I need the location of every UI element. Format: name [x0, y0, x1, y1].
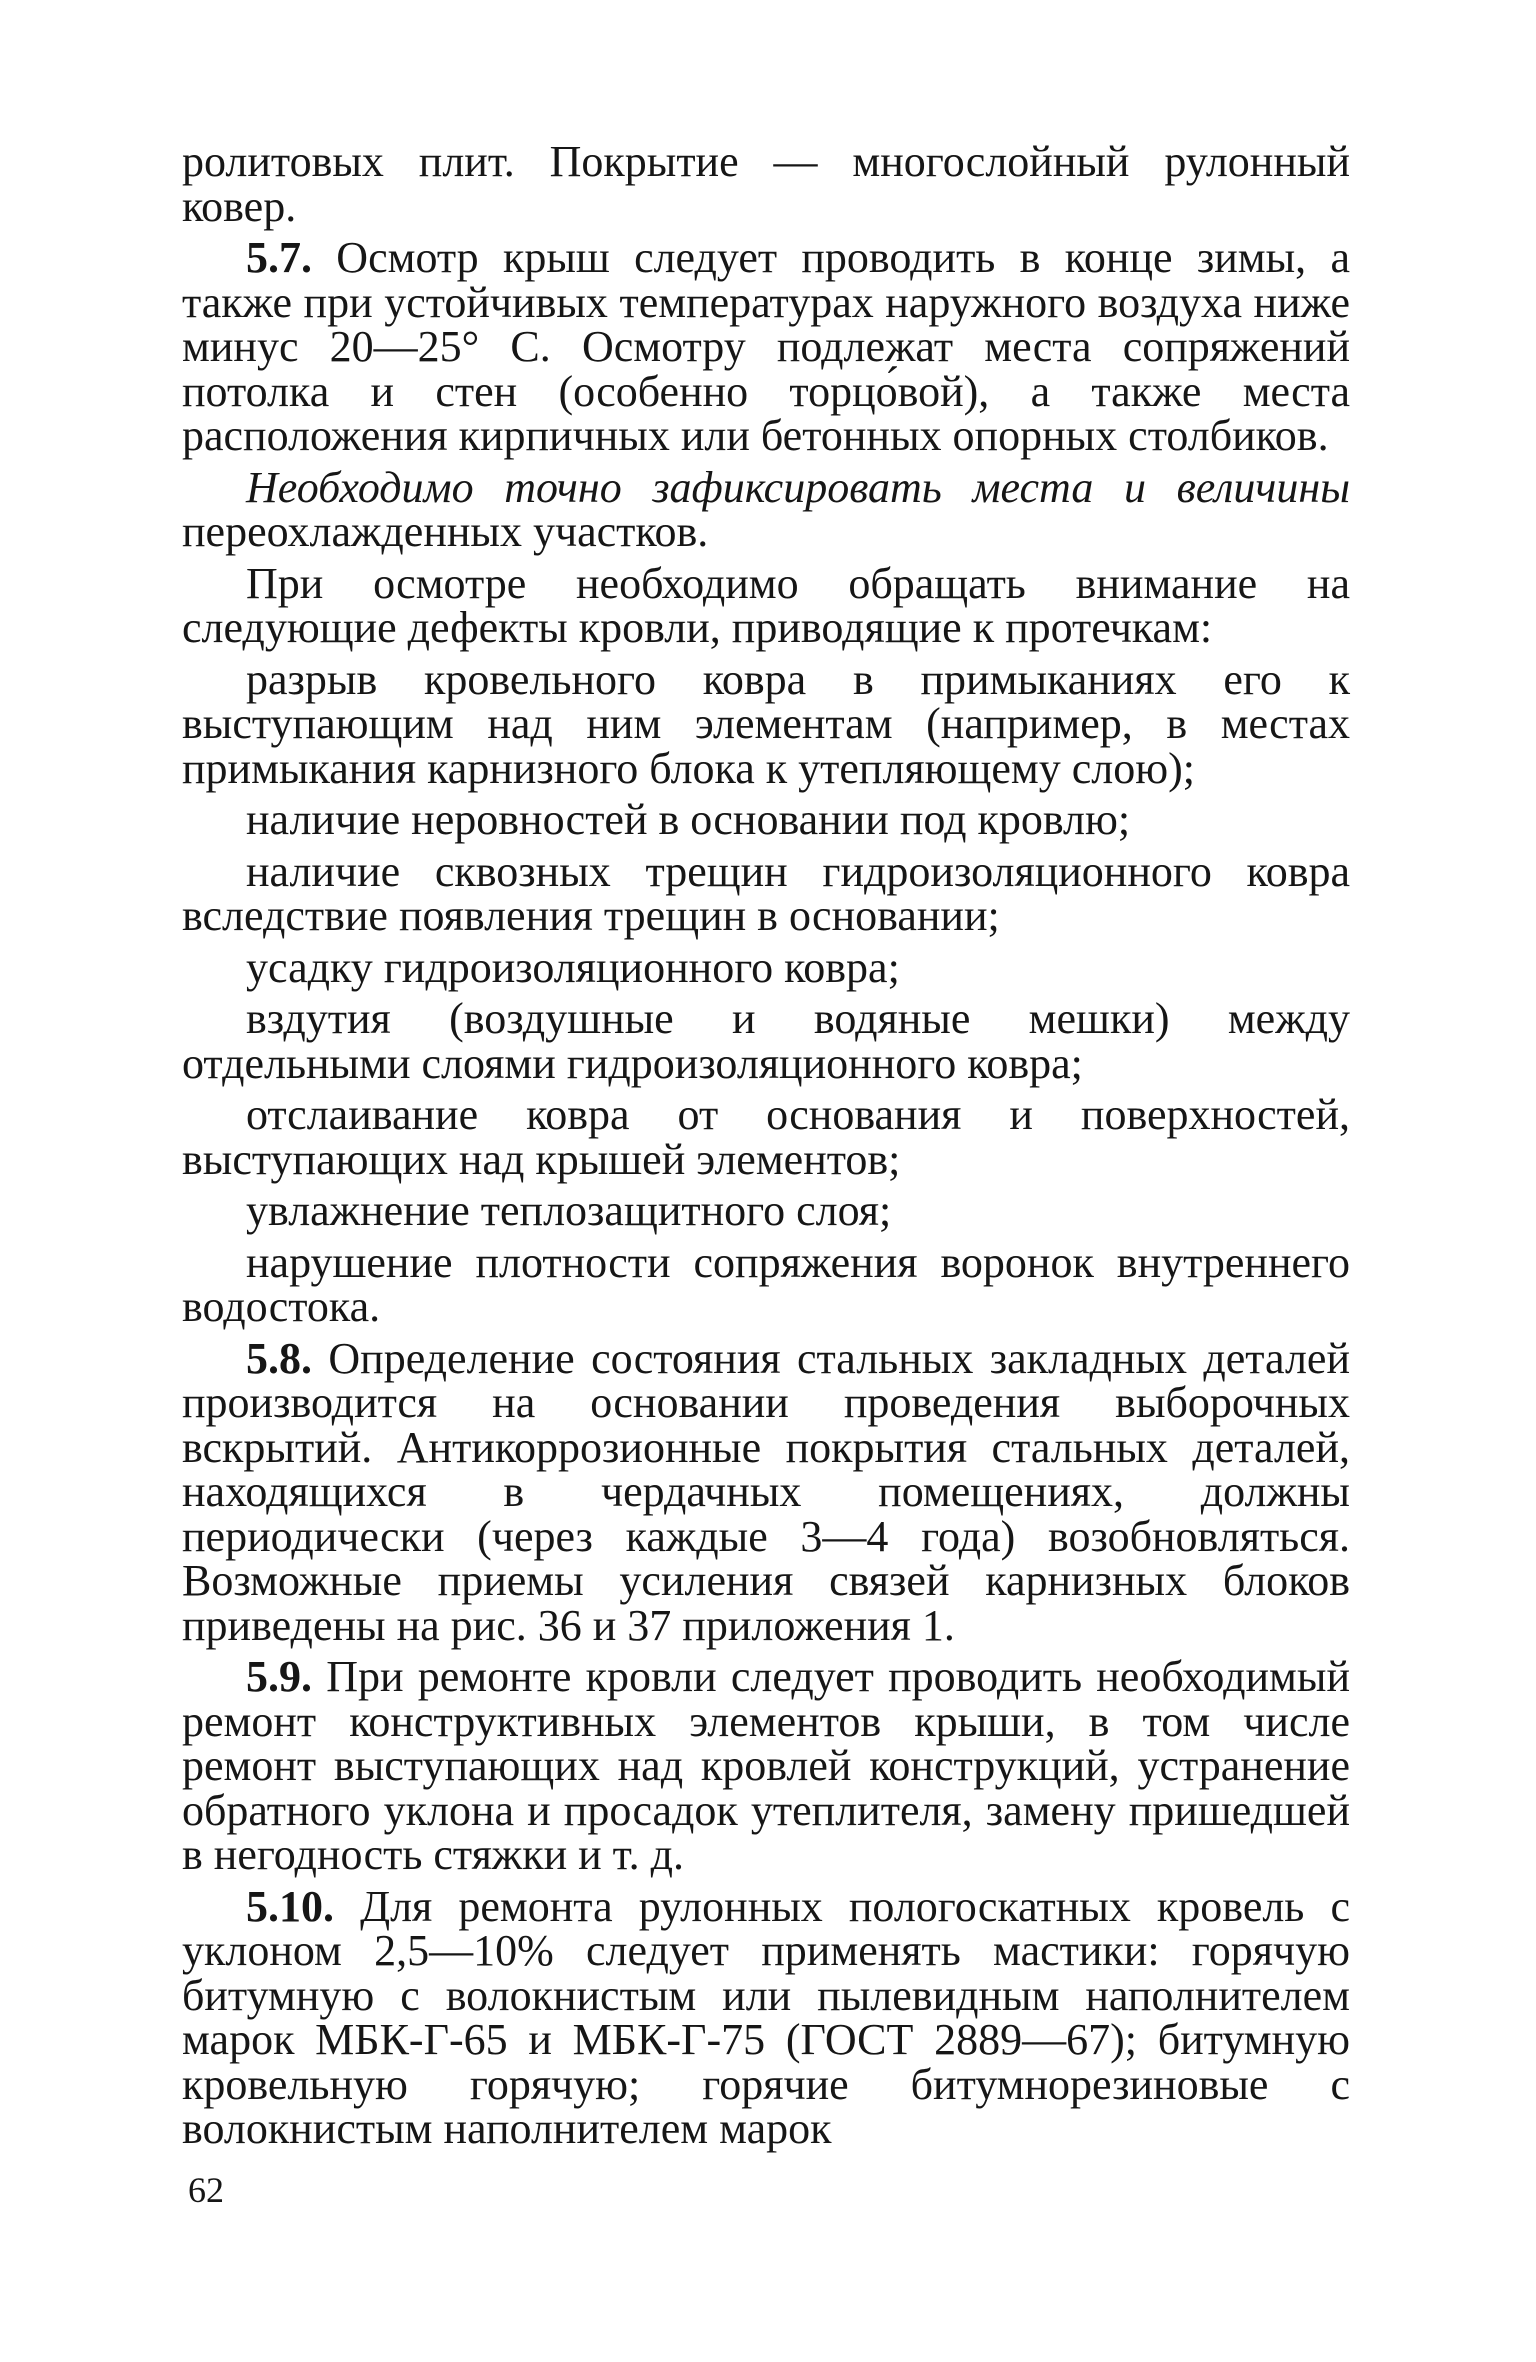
page-number: 62 — [188, 2170, 224, 2210]
paragraph-text: Определение состояния стальных закладных деталей производится на основании проведения выборочных вскрытий. Антикоррозионные покрытия стальных деталей, находящихся в чердачных помещениях, должны периодически (через каждые 3—4 года) возобновляться. Возможные приемы усиления связей карнизных блоков приведены на рис. 36 и 37 приложения 1. — [182, 1333, 1350, 1650]
section-number: 5.9. — [246, 1652, 312, 1701]
defect-item-carpet-rupture: разрыв кровельного ковра в примыканиях его к выступающим над ним элементам (например, в местах примыкания карнизного блока к утепляющему слою); — [182, 654, 1350, 793]
paragraph-defects-intro: При осмотре необходимо обращать внимание на следующие дефекты кровли, приводящие к протечкам: — [182, 558, 1350, 652]
defect-item-blisters: вздутия (воздушные и водяные мешки) между отдельными слоями гидроизоляционного ковра; — [182, 994, 1350, 1088]
paragraph-text: При ремонте кровли следует проводить необходимый ремонт конструктивных элементов крыши, в том числе ремонт выступающих над кровлей конструкций, устранение обратного уклона и просадок утеплителя, замену пришедшей в негодность стяжки и т. д. — [182, 1652, 1350, 1879]
section-number: 5.7. — [246, 233, 312, 282]
page-text-block — [182, 137, 1350, 2159]
paragraph-5-10-mastics — [182, 1881, 1350, 2153]
paragraph-roof-covering: ролитовых плит. Покрытие — многослойный рулонный ковер. — [182, 137, 1350, 231]
defect-item-shrinkage: усадку гидроизоляционного ковра; — [246, 942, 900, 992]
section-number: 5.10. — [246, 1881, 334, 1931]
section-number: 5.8. — [246, 1333, 312, 1383]
defect-item-funnel-joint: нарушение плотности сопряжения воронок внутреннего водостока. — [182, 1237, 1350, 1331]
defect-item-peeling: отслаивание ковра от основания и поверхностей, выступающих над крышей элементов; — [182, 1090, 1350, 1184]
paragraph-text: переохлажденных участков. — [182, 507, 709, 556]
paragraph-text: Для ремонта рулонных пологоскатных кровель с уклоном 2,5—10% следует применять мастики: горячую битумную с волокнистым или пылевидным наполнителем марок МБК-Г-65 и МБК-Г-75 (ГОСТ 2889—67); битумную кровельную горячую; горячие битумнорезиновые с волокнистым наполнителем марок — [182, 1881, 1350, 2153]
defect-item-unevenness: наличие неровностей в основании под кровлю; — [246, 795, 1131, 844]
paragraph-5-7-roof-inspection — [182, 233, 1350, 460]
paragraph-5-8-steel-parts — [182, 1333, 1350, 1650]
defect-item-moisture: увлажнение теплозащитного слоя; — [246, 1186, 892, 1235]
paragraph-5-9-roof-repair — [182, 1652, 1350, 1879]
defect-item-through-cracks: наличие сквозных трещин гидроизоляционного ковра вследствие появления трещин в основании; — [182, 846, 1350, 940]
paragraph-record-places — [182, 462, 1350, 556]
emphasis-text: Необходимо точно зафиксировать места и величины — [246, 462, 1350, 512]
paragraph-text: Осмотр крыш следует проводить в конце зимы, а также при устойчивых температурах наружного воздуха ниже минус 20—25° С. Осмотру подлежат места сопряжений потолка и стен (особенно торцо́вой), а также места расположения кирпичных или бетонных опорных столбиков. — [182, 233, 1350, 460]
